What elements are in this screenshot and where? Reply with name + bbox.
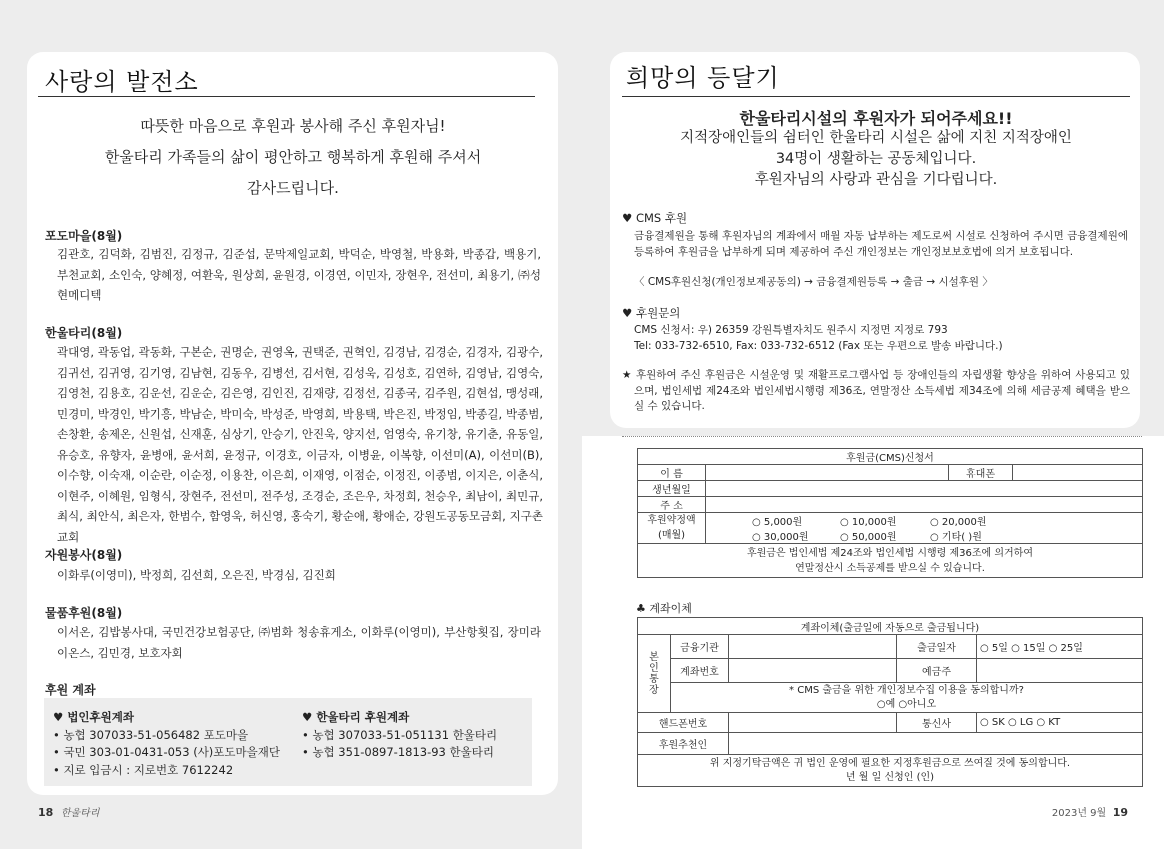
account-line: • 국민 303-01-0431-053 (사)포도마을재단 <box>53 745 280 759</box>
sub-line: 34명이 생활하는 공동체입니다. <box>775 151 977 167</box>
cut-line <box>622 436 1142 437</box>
group-body: 김관호, 김덕화, 김범진, 김정규, 김준섭, 문막제일교회, 박덕순, 박영철, 박용화, 박종갑, 백용기, 부천교회, 소인숙, 양혜정, 여환욱, 원상희, 윤원경, 이경연, 이민자, 장현우, 전선미, 최용기, ㈜성현메디텍 <box>57 247 541 302</box>
title-rule <box>38 96 535 97</box>
corporate-account <box>53 709 280 779</box>
account-heading: ♥ 법인후원계좌 <box>53 710 134 724</box>
left-footer <box>38 804 99 819</box>
mobile-field[interactable] <box>729 713 897 733</box>
account-title: 후원 계좌 <box>45 683 96 697</box>
hanultari-account <box>302 709 497 762</box>
group-title: 자원봉사(8월) <box>45 548 123 562</box>
carrier-label: 통신사 <box>897 713 977 733</box>
logo: 한울타리 <box>60 808 100 819</box>
bank-field[interactable] <box>729 635 897 659</box>
cms-label: ♥ CMS 후원 <box>622 211 688 225</box>
withdraw-day-label: 출금일자 <box>897 635 977 659</box>
headline: 한울타리시설의 후원자가 되어주세요!! <box>739 109 1013 128</box>
consent-question: * CMS 출금을 위한 개인정보수집 이용을 동의합니까? <box>789 684 1024 696</box>
page-number: 19 <box>1112 806 1128 819</box>
amount-option[interactable]: ○ 10,000원 <box>840 517 897 528</box>
tax-note: ★ 후원하여 주신 후원금은 시설운영 및 재활프로그램사업 등 장애인들의 자립생활 향상을 위하여 사용되고 있으며, 법인세법 제24조와 법인세법시행령 제36조, 연말정산 소득세법 제34조에 의해 세금공제 혜택을 받으실 수 있습니다. <box>622 369 1130 412</box>
account-heading: ♥ 한울타리 후원계좌 <box>302 710 410 724</box>
agreement-cell <box>638 755 1143 787</box>
birth-field[interactable] <box>706 481 1143 497</box>
birth-label: 생년월일 <box>638 481 706 497</box>
form-title: 계좌이체(출금일에 자동으로 출금됩니다) <box>638 618 1143 635</box>
account-no-label: 계좌번호 <box>671 659 729 683</box>
amount-label-sub: (매월) <box>657 530 686 541</box>
sub-line: 후원자님의 사랑과 관심을 기다립니다. <box>754 172 998 188</box>
greeting <box>38 111 548 204</box>
form-title: 후원금(CMS)신청서 <box>638 449 1143 465</box>
note-line: 연말정산시 소득공제를 받으실 수 있습니다. <box>795 562 985 574</box>
mobile-label: 핸드폰번호 <box>638 713 729 733</box>
page-title: 사랑의 발전소 <box>45 68 199 96</box>
amount-label-text: 후원약정액 <box>647 515 696 526</box>
withdraw-day-options[interactable]: ○ 5일 ○ 15일 ○ 25일 <box>977 635 1143 659</box>
phone-field[interactable] <box>1013 465 1143 481</box>
cms-flow: 〈 CMS후원신청(개인정보제공동의) → 금융결제원등록 → 출금 → 시설후원 〉 <box>634 276 993 288</box>
cms-application-form <box>637 448 1143 578</box>
carrier-options[interactable]: ○ SK ○ LG ○ KT <box>977 713 1143 733</box>
transfer-label: ♣ 계좌이체 <box>636 602 692 615</box>
name-field[interactable] <box>706 465 949 481</box>
group-body: 곽대영, 곽동업, 곽동화, 구본순, 권명순, 권영옥, 권택준, 권혁인, 김경남, 김경순, 김경자, 김광수, 김귀선, 김귀영, 김기영, 김남현, 김동우, 김병선, 김서현, 김성욱, 김성호, 김연하, 김영남, 김영숙, 김영천, 김용호, 김운선, 김운순, 김은영, 김인진, 김재량, 김정선, 김종국, 김주원, 김현섭, 맹성래, 민경미, 박경인, 박기흥, 박남순, 박미숙, 박성준, 박영희, 박용택, 박은진, 박정임, 박종길, 박종범, 손창환, 송제온, 신원섭, 신재훈, 심상기, 안승기, 안진욱, 양지선, 엄영숙, 유기창, 유기춘, 유동일, 유승호, 유향자, 윤병애, 윤서희, 윤정규, 이경호, 이금자, 이병윤, 이복향, 이선미(A), 이선미(B), 이수향, 이숙재, 이순란, 이순정, 이용찬, 이은희, 이재영, 이점순, 이정진, 이종범, 이지은, 이춘식, 이현주, 이혜원, 임형식, 장현주, 전선미, 전주성, 조경순, 조은우, 차정희, 천승우, 최남이, 최민규, 최식, 최안식, 최은자, 한범수, 함영욱, 허신영, 홍숙기, 황순애, 황애순, 강원도공동모금회, 지구촌교회 <box>57 345 543 544</box>
amount-option[interactable]: ○ 50,000원 <box>840 532 897 543</box>
account-transfer-form <box>637 617 1143 787</box>
amount-options-row <box>706 513 1143 529</box>
inquiry-line: Tel: 033-732-6510, Fax: 033-732-6512 (Fax 또는 우편으로 발송 바랍니다.) <box>634 339 1003 352</box>
issue-date: 2023년 9월 <box>1051 808 1107 819</box>
holder-field[interactable] <box>977 659 1143 683</box>
recommender-label: 후원추천인 <box>638 733 729 755</box>
inquiry-label: ♥ 후원문의 <box>622 306 681 320</box>
amount-option[interactable]: ○ 30,000원 <box>752 532 809 543</box>
amount-label <box>638 513 706 544</box>
own-account-label: 본인통장 <box>638 635 671 713</box>
right-footer <box>1052 804 1128 819</box>
group-title: 물품후원(8월) <box>45 606 123 620</box>
agreement-text: 위 지정기탁금액은 귀 법인 운영에 필요한 지정후원금으로 쓰여질 것에 동의합니다. <box>709 757 1071 769</box>
group-body: 이화루(이영미), 박정희, 김선희, 오은진, 박경심, 김진희 <box>57 568 336 582</box>
amount-option[interactable]: ○ 5,000원 <box>752 517 803 528</box>
group-body: 이서온, 김밥봉사대, 국민건강보험공단, ㈜범화 청송휴게소, 이화루(이영미), 부산항횟집, 장미라이온스, 김민경, 보호자회 <box>57 625 541 660</box>
name-label: 이 름 <box>638 465 706 481</box>
account-line: • 농협 307033-51-056482 포도마을 <box>53 727 249 742</box>
address-field[interactable] <box>706 497 1143 513</box>
signature-line: 년 월 일 신청인 (인) <box>845 771 935 783</box>
note-line: 후원금은 법인세법 제24조와 법인세법 시행령 제36조에 의거하여 <box>746 547 1034 559</box>
recommender-field[interactable] <box>729 733 1143 755</box>
group-title: 포도마을(8월) <box>45 229 123 243</box>
greeting-line: 감사드립니다. <box>247 179 339 197</box>
page-number: 18 <box>38 806 54 819</box>
account-line: • 농협 351-0897-1813-93 한울타리 <box>302 745 494 759</box>
subheadline <box>612 128 1140 191</box>
bank-label: 금융기관 <box>671 635 729 659</box>
group-title: 한울타리(8월) <box>45 326 123 340</box>
consent-cell <box>671 683 1143 713</box>
inquiry-info <box>634 323 1128 354</box>
account-line: • 농협 307033-51-051131 한울타리 <box>302 727 498 742</box>
section-title: 희망의 등달기 <box>626 64 780 92</box>
title-rule <box>622 96 1130 97</box>
amount-options-row <box>706 528 1143 544</box>
form-note <box>638 544 1143 578</box>
cms-text: 금융결제원을 통해 후원자님의 계좌에서 매월 자동 납부하는 제도로써 시설로 신청하여 주시면 금융결제원에 등록하여 후원금을 납부하게 되며 제공하여 주신 개인정보는 개인정보보호법에 의거 보호됩니다. <box>634 230 1128 258</box>
greeting-line: 한울타리 가족들의 삶이 평안하고 행복하게 후원해 주셔서 <box>104 148 482 166</box>
sub-line: 지적장애인들의 쉼터인 한울타리 시설은 삶에 지친 지적장애인 <box>680 130 1072 146</box>
amount-option[interactable]: ○ 기타( )원 <box>930 532 982 543</box>
account-no-field[interactable] <box>729 659 897 683</box>
amount-option[interactable]: ○ 20,000원 <box>930 517 987 528</box>
holder-label: 예금주 <box>897 659 977 683</box>
phone-label: 휴대폰 <box>949 465 1013 481</box>
address-label: 주 소 <box>638 497 706 513</box>
account-line: • 지로 입금시 : 지로번호 7612242 <box>53 762 234 777</box>
consent-options[interactable]: ○예 ○아니오 <box>876 698 937 710</box>
greeting-line: 따뜻한 마음으로 후원과 봉사해 주신 후원자님! <box>140 117 446 135</box>
inquiry-line: CMS 신청서: 우) 26359 강원특별자치도 원주시 지정면 지정로 793 <box>634 324 948 336</box>
